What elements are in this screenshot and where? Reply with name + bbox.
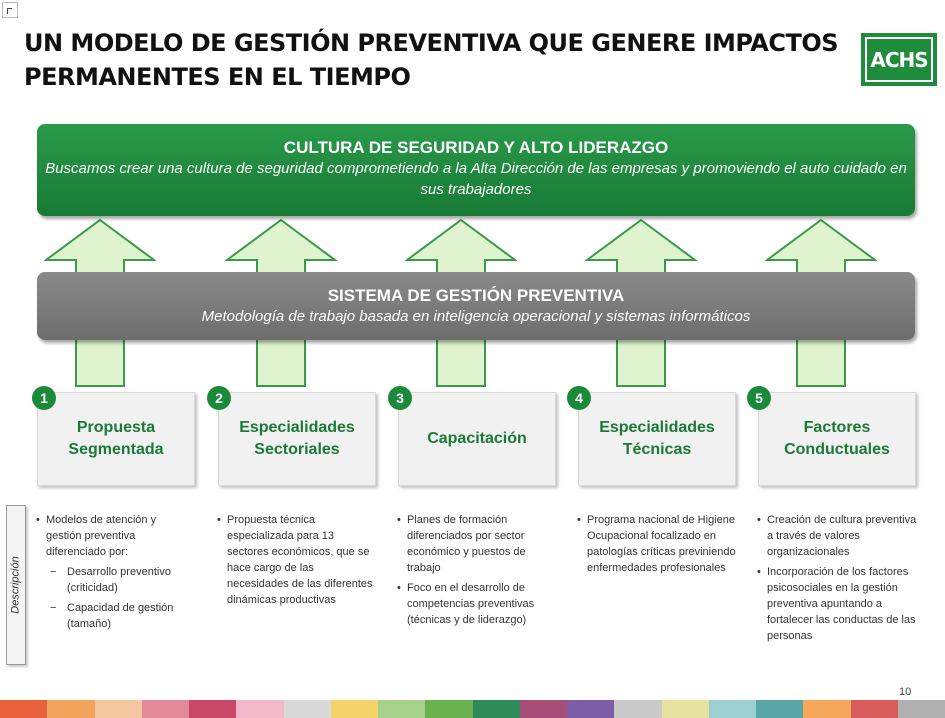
strip-segment — [803, 700, 850, 718]
strip-segment — [567, 700, 614, 718]
description-3 — [396, 512, 556, 632]
system-text: Metodología de trabajo basada en inteligencia operacional y sistemas informáticos — [201, 308, 751, 325]
strip-segment — [142, 700, 189, 718]
strip-segment — [709, 700, 756, 718]
strip-segment — [851, 700, 898, 718]
desc-bullet: • Foco en el desarrollo de competencias preventivas (técnicas y de liderazgo) — [396, 580, 556, 628]
desc-bullet: • Creación de cultura preventiva a través de valores organizacionales — [756, 512, 918, 560]
pillar-number-badge: 3 — [388, 386, 412, 410]
pillar-label: Especialidades Técnicas — [599, 419, 715, 458]
strip-segment — [662, 700, 709, 718]
pillar-number-badge: 5 — [747, 386, 771, 410]
desc-bullet: • Modelos de atención y gestión preventiva diferenciado por: — [35, 512, 190, 560]
desc-sub-bullet: − Desarrollo preventivo (criticidad) — [35, 564, 190, 596]
desc-bullet: • Programa nacional de Higiene Ocupacional focalizado en patologías críticas previniendo enfermedades profesionales — [576, 512, 736, 576]
pillar-factores-conductuales — [758, 392, 916, 486]
description-4 — [576, 512, 736, 580]
system-band — [37, 272, 915, 340]
description-label: Descripción — [10, 556, 22, 614]
achs-logo — [861, 33, 937, 86]
culture-text: Buscamos crear una cultura de seguridad comprometiendo a la Alta Dirección de las empresas y promoviendo el auto cuidado en sus trabajadores — [45, 160, 907, 198]
strip-segment — [425, 700, 472, 718]
pillar-especialidades-tecnicas — [578, 392, 736, 486]
pillar-number-badge: 4 — [567, 386, 591, 410]
strip-segment — [331, 700, 378, 718]
desc-bullet: • Planes de formación diferenciados por sector económico y puestos de trabajo — [396, 512, 556, 576]
system-heading: SISTEMA DE GESTIÓN PREVENTIVA — [327, 286, 625, 305]
strip-segment — [95, 700, 142, 718]
logo-text: ACHS — [870, 47, 928, 72]
strip-segment — [473, 700, 520, 718]
description-2 — [216, 512, 378, 612]
slide-title: UN MODELO DE GESTIÓN PREVENTIVA QUE GENERE IMPACTOS PERMANENTES EN EL TIEMPO — [24, 29, 839, 91]
desc-sub-bullet: − Capacidad de gestión (tamaño) — [35, 600, 190, 632]
pillar-capacitacion — [398, 392, 556, 486]
strip-segment — [47, 700, 94, 718]
pillar-label: Capacitación — [427, 430, 527, 447]
description-5 — [756, 512, 918, 648]
strip-segment — [898, 700, 945, 718]
strip-segment — [614, 700, 661, 718]
description-1 — [35, 512, 190, 636]
decorative-color-strip — [0, 700, 945, 718]
culture-band — [37, 124, 915, 216]
strip-segment — [236, 700, 283, 718]
slide-corner-marker — [2, 2, 18, 18]
culture-heading: CULTURA DE SEGURIDAD Y ALTO LIDERAZGO — [283, 138, 669, 157]
strip-segment — [189, 700, 236, 718]
strip-segment — [0, 700, 47, 718]
strip-segment — [284, 700, 331, 718]
pillar-propuesta-segmentada — [37, 392, 195, 486]
strip-segment — [756, 700, 803, 718]
strip-segment — [378, 700, 425, 718]
strip-segment — [520, 700, 567, 718]
description-tab — [6, 505, 26, 665]
page-number: 10 — [899, 686, 912, 698]
pillar-label: Factores Conductuales — [784, 419, 890, 458]
pillar-number-badge: 1 — [32, 386, 56, 410]
pillar-especialidades-sectoriales — [218, 392, 376, 486]
logo-frame — [865, 37, 933, 82]
pillar-number-badge: 2 — [207, 386, 231, 410]
pillar-label: Propuesta Segmentada — [68, 419, 164, 458]
desc-bullet: • Incorporación de los factores psicosociales en la gestión preventiva apuntando a fortalecer las conductas de las personas — [756, 564, 918, 644]
desc-bullet: • Propuesta técnica especializada para 13 sectores económicos, que se hace cargo de las necesidades de las diferentes dinámicas productivas — [216, 512, 378, 608]
pillar-label: Especialidades Sectoriales — [239, 419, 355, 458]
